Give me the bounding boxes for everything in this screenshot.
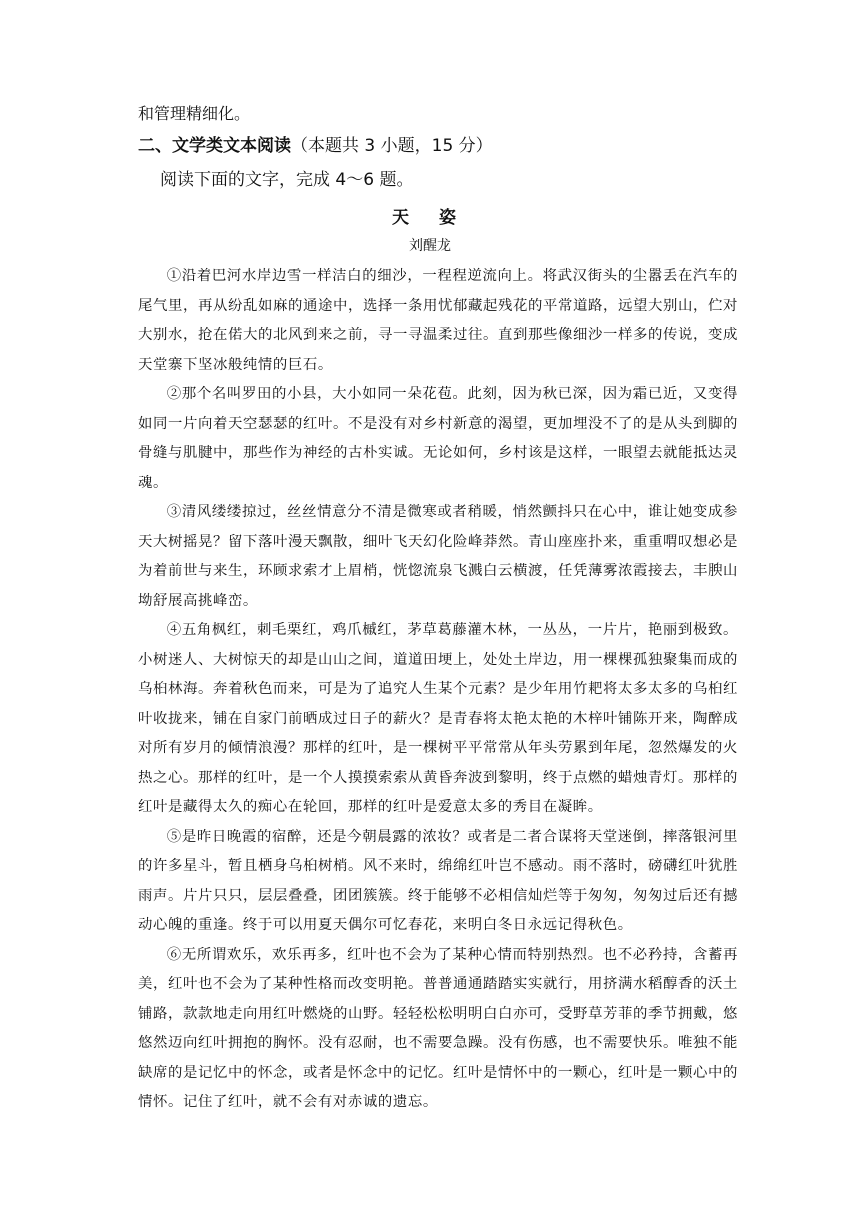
section-note: （本题共 3 小题，15 分） bbox=[291, 136, 493, 156]
paragraph-3: ③清风缕缕掠过，丝丝情意分不清是微寒或者稍暖，悄然颤抖只在心中，谁让她变成参天大树摇晃？留下落叶漫天飘散，细叶飞天幻化险峰莽然。青山座座扑来，重重喟叹想必是为着前世与来生，环顾求索才上眉梢，恍惚流泉飞溅白云横渡，任凭薄雾浓霞接去，丰腴山坳舒展高挑峰峦。 bbox=[138, 504, 738, 609]
paragraph-1: ①沿着巴河水岸边雪一样洁白的细沙，一程程逆流向上。将武汉街头的尘嚣丢在汽车的尾气里，再从纷乱如麻的通途中，选择一条用忧郁藏起残花的平常道路，远望大别山，伫对大别水，抢在偌大的北风到来之前，寻一寻温柔过往。直到那些像细沙一样多的传说，变成天堂寨下坚冰般纯情的巨石。 bbox=[138, 268, 738, 373]
paragraph-4: ④五角枫红，刺毛栗红，鸡爪槭红，茅草葛藤灌木林，一丛丛，一片片，艳丽到极致。小树迷人、大树惊天的却是山山之间，道道田埂上，处处土岸边，用一棵棵孤独聚集而成的乌桕林海。奔着秋色而来，可是为了追究人生某个元素？是少年用竹耙将太多太多的乌桕红叶收拢来，铺在自家门前晒成过日子的薪火？是青春将太艳太艳的木梓叶铺陈开来，陶醉成对所有岁月的倾情浪漫？那样的红叶，是一棵树平平常常从年头劳累到年尾，忽然爆发的火热之心。那样的红叶，是一个人摸摸索索从黄昏奔波到黎明，终于点燃的蜡烛青灯。那样的红叶是藏得太久的痴心在轮回，那样的红叶是爱意太多的秀目在凝眸。 bbox=[138, 622, 738, 815]
carry-over-line: 和管理精细化。 bbox=[138, 104, 251, 123]
paragraph-6: ⑥无所谓欢乐，欢乐再多，红叶也不会为了某种心情而特别热烈。也不必矜持，含蓄再美，红叶也不会为了某种性格而改变明艳。普普通通踏踏实实就行，用挤满水稻醇香的沃土铺路，款款地走向用红叶燃烧的山野。轻轻松松明明白白亦可，受野草芳菲的季节拥戴，悠悠然迈向红叶拥抱的胸怀。没有忍耐，也不需要急躁。没有伤感，也不需要快乐。唯独不能缺席的是记忆中的怀念，或者是怀念中的记忆。红叶是情怀中的一颗心，红叶是一颗心中的情怀。记住了红叶，就不会有对赤诚的遗忘。 bbox=[138, 946, 738, 1110]
paragraph-5: ⑤是昨日晚霞的宿醉，还是今朝晨露的浓妆？或者是二者合谋将天堂迷倒，摔落银河里的许多星斗，暂且栖身乌桕树梢。风不来时，绵绵红叶岂不感动。雨不落时，磅礴红叶犹胜雨声。片片只只，层层叠叠，团团簇簇。终于能够不必相信灿烂等于匆匆，匆匆过后还有撼动心魄的重逢。终于可以用夏天偶尔可忆春花，来明白冬日永远记得秋色。 bbox=[138, 828, 738, 933]
essay-body bbox=[138, 262, 738, 1118]
reading-instruction: 阅读下面的文字，完成 4～6 题。 bbox=[160, 170, 414, 190]
section-title: 二、文学类文本阅读 bbox=[138, 136, 291, 156]
section-heading bbox=[138, 134, 493, 158]
essay-author: 刘醒龙 bbox=[409, 238, 451, 254]
essay-title: 天 姿 bbox=[392, 208, 468, 228]
paragraph-2: ②那个名叫罗田的小县，大小如同一朵花苞。此刻，因为秋已深，因为霜已近，又变得如同一片向着天空瑟瑟的红叶。不是没有对乡村新意的渴望，更加埋没不了的是从头到脚的骨缝与肌腱中，那些作为神经的古朴实诚。无论如何，乡村该是这样，一眼望去就能抵达灵魂。 bbox=[138, 386, 738, 491]
